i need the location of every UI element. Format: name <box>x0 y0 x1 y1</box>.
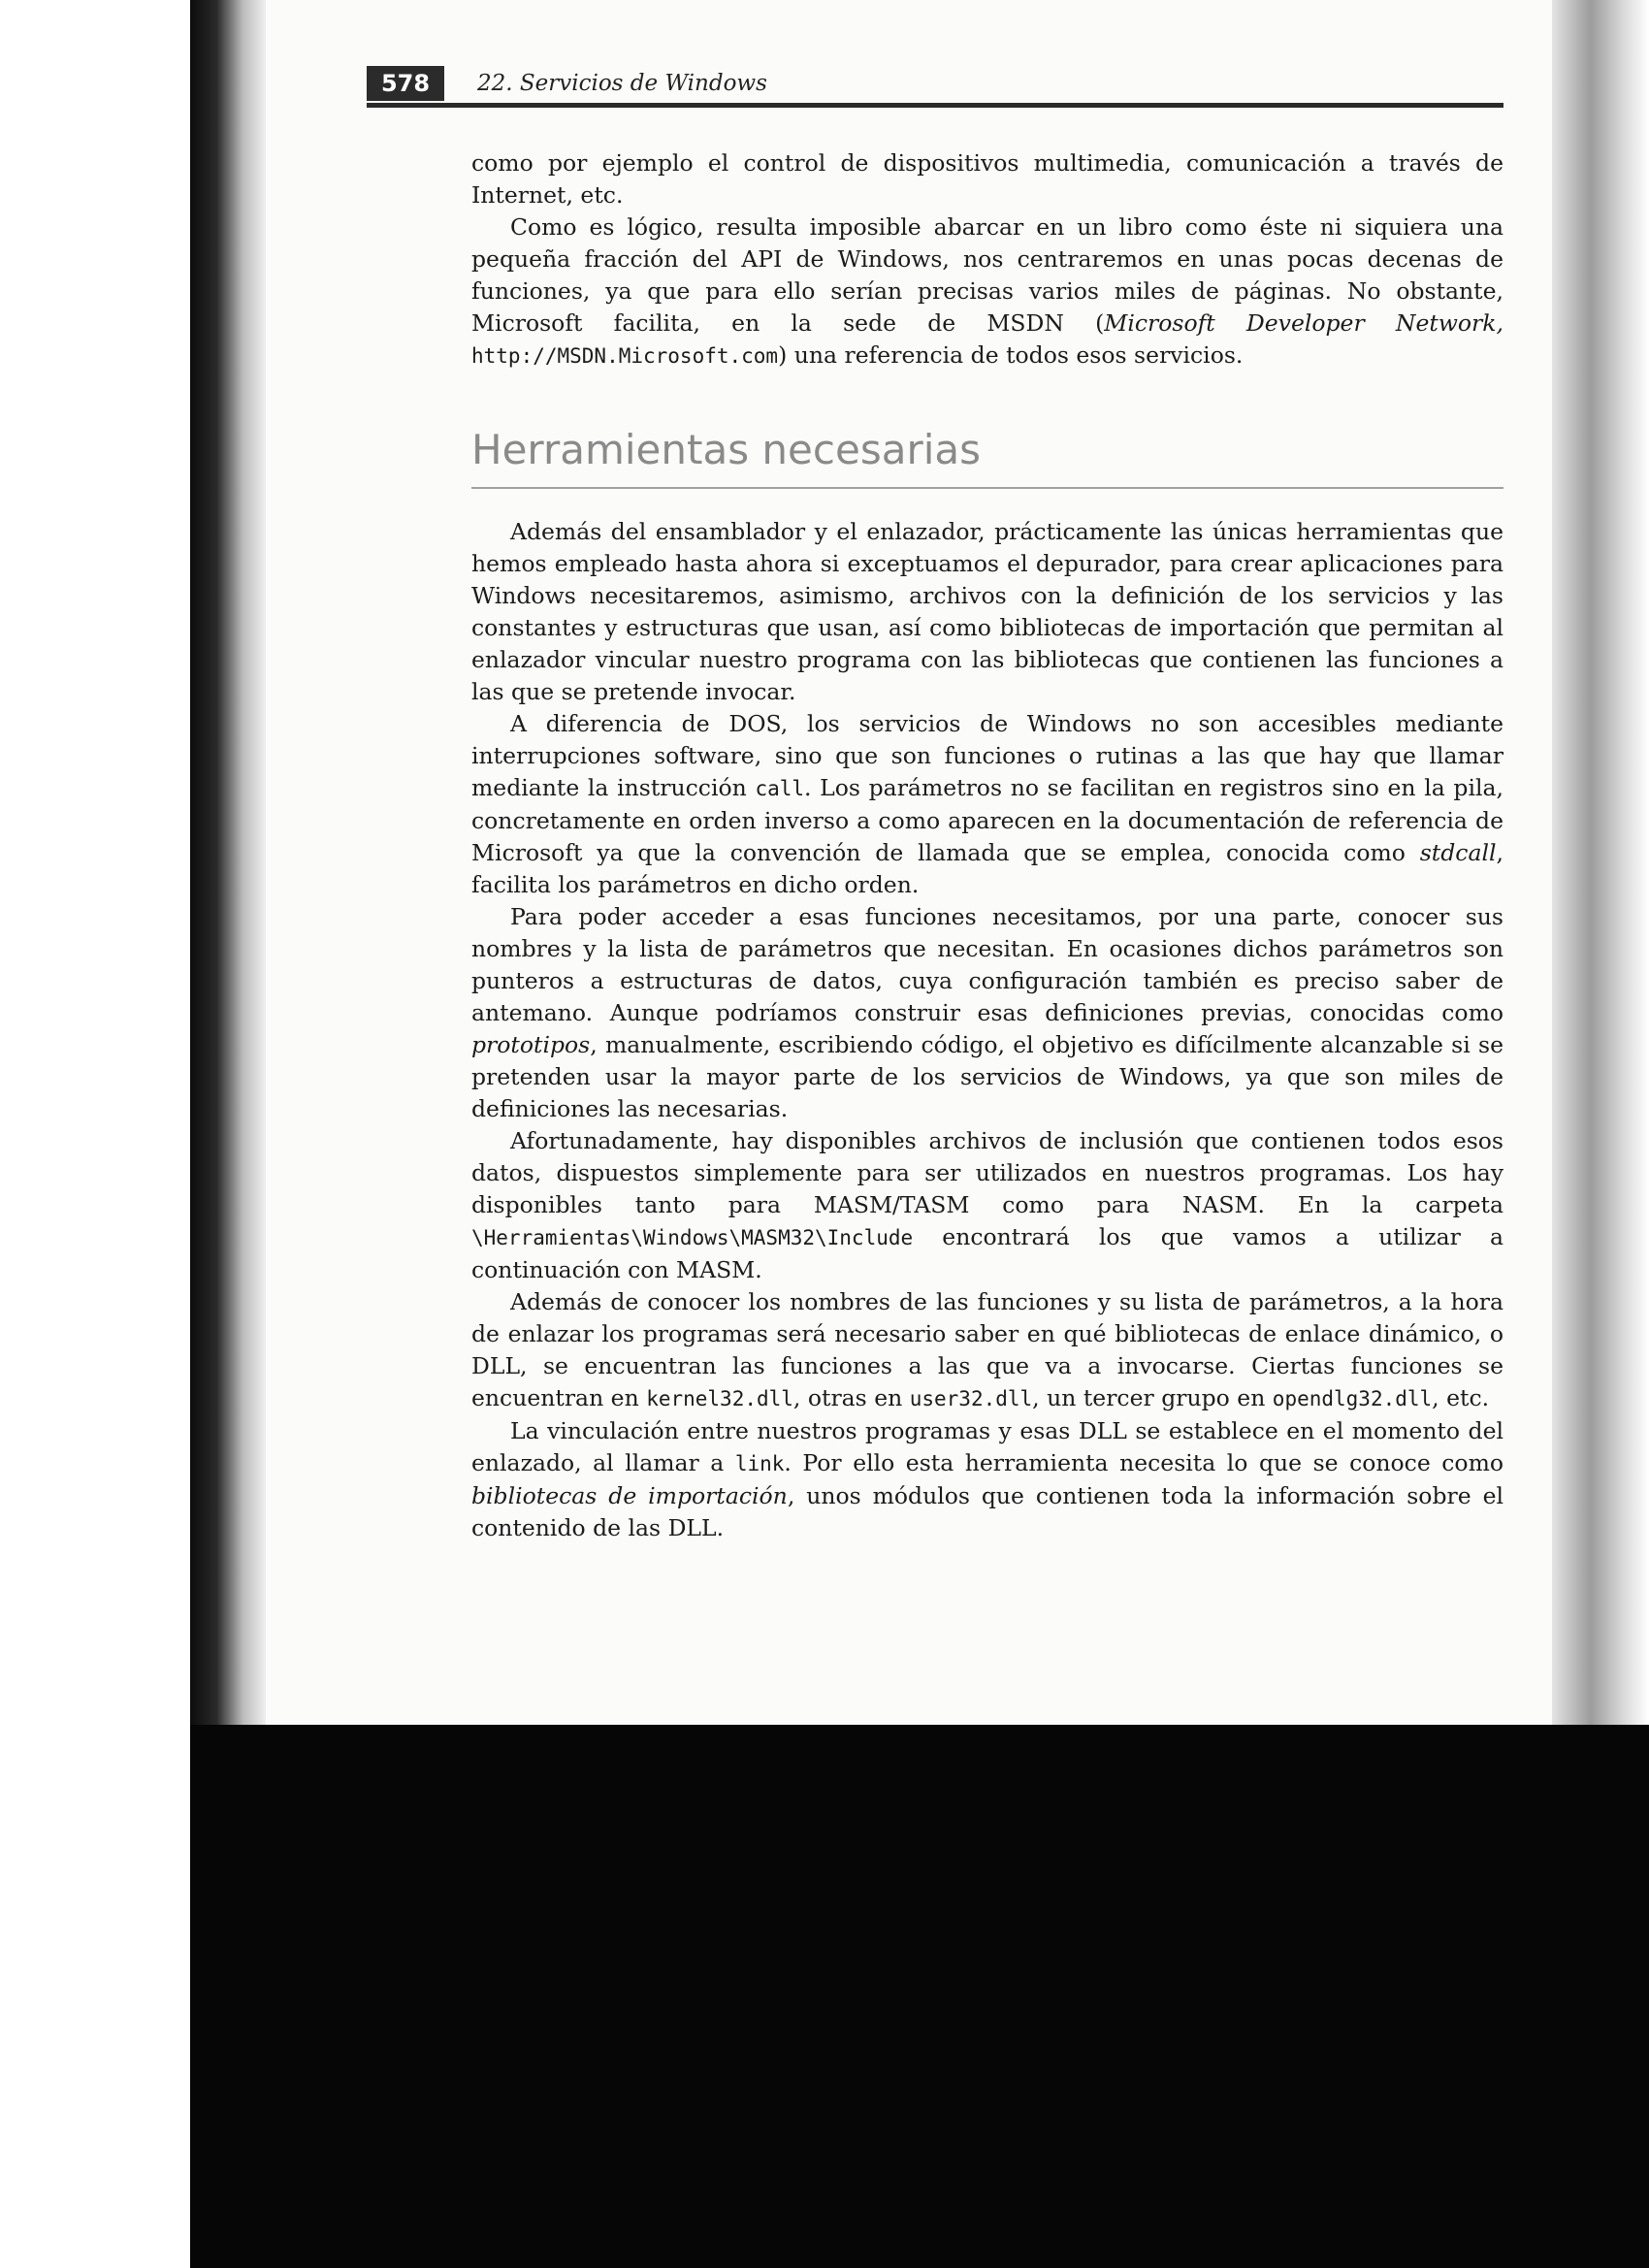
running-header <box>367 60 1504 109</box>
paragraph <box>471 1286 1504 1415</box>
emphasis: Microsoft Developer Network, <box>1104 309 1504 337</box>
text-run: Además de conocer los nombres de las funciones y su lista de parámetros, a la hora de enlazar los programas será necesario saber en qué bibliotecas de enlace dinámico, o DLL, se encuentran las funciones a las que va a invocarse. Ciertas funciones se encuentran en <box>471 1288 1504 1411</box>
section-body <box>471 516 1504 1544</box>
text-run: , etc. <box>1432 1384 1490 1411</box>
text-run: . Por ello esta herramienta necesita lo que se conoce como <box>784 1449 1504 1476</box>
text-run: , otras en <box>792 1384 910 1411</box>
text-run: , un tercer grupo en <box>1032 1384 1273 1411</box>
code-call: call <box>755 777 805 800</box>
text-run: Afortunadamente, hay disponibles archivos de inclusión que contienen todos esos datos, dispuestos simplemente para ser utilizados en nuestros programas. Los hay disponibles tanto para MASM/TASM como para NASM. En la carpeta <box>471 1127 1504 1218</box>
code-user32: user32.dll <box>909 1387 1033 1410</box>
text-run: A diferencia de DOS, los servicios de Windows no son accesibles mediante interrupciones software, sino que son funciones o rutinas a las que hay que llamar mediante la instrucción <box>471 710 1504 801</box>
text-run: ) una referencia de todos esos servicios. <box>778 341 1244 369</box>
paragraph <box>471 1125 1504 1286</box>
emphasis: prototipos <box>471 1031 591 1058</box>
emphasis: stdcall <box>1419 839 1497 866</box>
code-link: link <box>734 1452 785 1475</box>
scan-dark-background <box>190 1725 1649 2268</box>
text-run: Como es lógico, resulta imposible abarcar en un libro como éste ni siquiera una pequeña fracción del API de Windows, nos centraremos en unas pocas decenas de funciones, ya que para ello serían precisas varios miles de páginas. No obstante, Microsoft facilita, en la sede de MSDN ( <box>471 213 1504 337</box>
scan-left-margin <box>0 0 190 2268</box>
emphasis: bibliotecas de importación <box>471 1482 788 1509</box>
chapter-title: 22. Servicios de Windows <box>477 71 767 96</box>
code-kernel32: kernel32.dll <box>646 1387 793 1410</box>
paragraph <box>471 901 1504 1125</box>
paragraph: Además del ensamblador y el enlazador, prácticamente las únicas herramientas que hemos empleado hasta ahora si exceptuamos el depurador, para crear aplicaciones para Windows necesitaremos, asimismo, archivos con la definición de los servicios y las constantes y estructuras que usan, así como bibliotecas de importación que permitan al enlazador vincular nuestro programa con las bibliotecas que contienen las funciones a las que se pretende invocar. <box>471 518 1504 705</box>
code-opendlg32: opendlg32.dll <box>1272 1387 1433 1410</box>
text-run: La vinculación entre nuestros programas y esas DLL se establece en el momento del enlazado, al llamar a <box>471 1417 1504 1476</box>
paragraph <box>471 1415 1504 1544</box>
text-run: , facilita los parámetros en dicho orden. <box>471 839 1504 898</box>
text-run: encontrará los que vamos a utilizar a continuación con MASM. <box>471 1223 1504 1283</box>
paragraph <box>471 708 1504 901</box>
page-number: 578 <box>367 66 444 101</box>
header-rule <box>367 103 1504 108</box>
section-rule <box>471 487 1504 489</box>
paragraph <box>471 211 1504 373</box>
code-path: \Herramientas\Windows\MASM32\Include <box>471 1226 914 1249</box>
paragraph: como por ejemplo el control de dispositivos multimedia, comunicación a través de Internet, etc. <box>471 149 1504 209</box>
text-run: , unos módulos que contienen toda la información sobre el contenido de las DLL. <box>471 1482 1504 1541</box>
section-heading: Herramientas necesarias <box>471 426 981 473</box>
text-run: , manualmente, escribiendo código, el objetivo es difícilmente alcanzable si se pretenden usar la mayor parte de los servicios de Windows, ya que son miles de definiciones las necesarias. <box>471 1031 1504 1122</box>
text-run: . Los parámetros no se facilitan en registros sino en la pila, concretamente en orden inverso a como aparecen en la documentación de referencia de Microsoft ya que la convención de llamada que se emplea, conocida como <box>471 774 1504 866</box>
code-url: http://MSDN.Microsoft.com <box>471 344 779 368</box>
intro-text <box>471 147 1504 373</box>
text-run: Para poder acceder a esas funciones necesitamos, por una parte, conocer sus nombres y la lista de parámetros que necesitan. En ocasiones dichos parámetros son punteros a estructuras de datos, cuya configuración también es preciso saber de antemano. Aunque podríamos construir esas definiciones previas, conocidas como <box>471 903 1504 1026</box>
